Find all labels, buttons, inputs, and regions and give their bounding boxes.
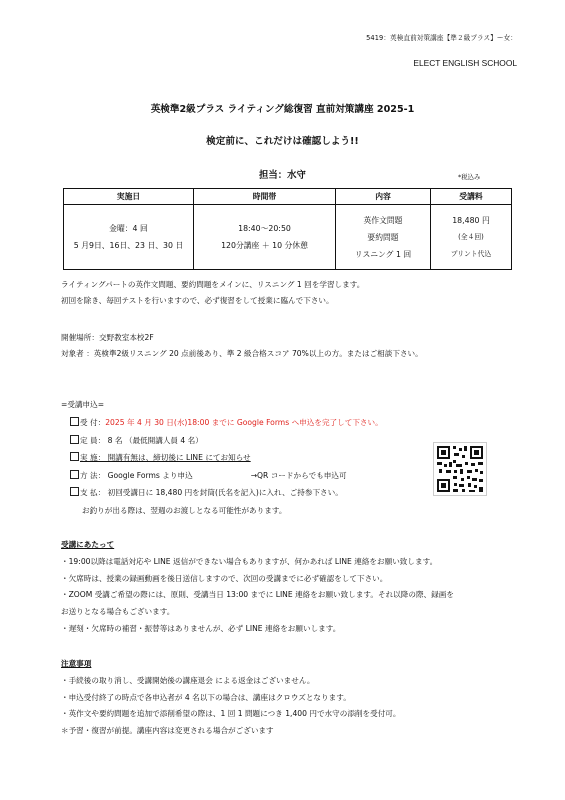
- note-item: ・19:00以降は電話対応や LINE 返信ができない場合もありますが、何かあれば LINE 連絡をお願い致します。: [61, 556, 438, 566]
- fee-amount: 18,480 円: [452, 215, 490, 225]
- checkbox-icon: [70, 470, 79, 479]
- note-item: ・欠席時は、授業の録画動画を後日送信しますので、次回の受講までに必ず確認をして下さい。: [61, 573, 388, 583]
- checkbox-icon: [70, 487, 79, 496]
- capacity-text: 定 員： 8 名 （最低開講人員 4 名）: [80, 435, 203, 445]
- caution-item: ＊予習・復習が前提。講座内容は変更される場合がございます: [61, 726, 274, 736]
- note-item: ・ZOOM 受講ご希望の際には、原則、受講当日 13:00 までに LINE 連絡をお願い致します。それ以降の際、録画を: [61, 590, 454, 600]
- payment-note: お釣りが出る際は、翌週のお渡しとなる可能性があります。: [82, 505, 287, 515]
- apply-deadline-row: [70, 414, 383, 432]
- page-title: 英検準2級プラス ライティング総復習 直前対策講座 2025-1: [150, 104, 415, 115]
- header-fee: 受講料: [431, 189, 512, 205]
- content-3: リスニング 1 回: [354, 249, 412, 259]
- method-text: 方 法： Google Forms より申込: [80, 470, 193, 480]
- teacher-label: 担当：水守: [259, 170, 306, 181]
- content-2: 要約問題: [367, 232, 399, 242]
- note-item: ・遅刻・欠席時の補習・振替等はありませんが、必ず LINE 連絡をお願いします。: [61, 623, 341, 633]
- time-detail: 120分講座 ＋ 10 分休憩: [221, 241, 308, 250]
- intro-line: ライティングパートの英作文問題、要約問題をメインに、リスニング 1 回を学習します。: [61, 280, 365, 289]
- header-time: 時間帯: [194, 189, 336, 205]
- document-id: 5419：英検直前対策講座【準２級プラス】ー女：: [366, 34, 517, 42]
- schedule-table: [63, 188, 512, 270]
- cell-content: [336, 205, 431, 270]
- cell-fee: [431, 205, 512, 270]
- caution-item: ・申込受付終了の時点で各申込者が 4 名以下の場合は、講座はクロウズとなります。: [61, 692, 351, 702]
- checkbox-icon: [70, 435, 79, 444]
- fee-sessions: (全４回): [458, 232, 484, 241]
- notes-heading: 受講にあたって: [61, 540, 115, 549]
- apply-capacity-row: [70, 432, 383, 450]
- deadline-text: 2025 年 4 月 30 日(水)18:00 までに Google Forms へ申込を完了して下さい。: [105, 418, 383, 427]
- venue-block: [61, 330, 423, 362]
- cell-date: [64, 205, 194, 270]
- table-header-row: [64, 189, 512, 205]
- time-range: 18:40～20:50: [238, 224, 291, 233]
- method-qr-text: →QR コードからでも申込可: [250, 470, 347, 480]
- content-1: 英作文問題: [363, 215, 403, 225]
- note-item: お送りとなる場合もございます。: [61, 607, 175, 617]
- cell-time: [194, 205, 336, 270]
- caution-item: ・手続後の取り消し、受講開始後の講座退会 による返金はございません。: [61, 675, 315, 685]
- apply-held-row: [70, 449, 383, 467]
- venue-target: 対象者 ：英検準2級リスニング 20 点前後あり、準 2 級合格スコア 70%以上の方。またはご相談下さい。: [61, 349, 423, 358]
- apply-block: [70, 414, 383, 519]
- header-date: 実施日: [64, 189, 194, 205]
- table-row: [64, 205, 512, 270]
- held-text: 実 施： 開講有無は、締切後に LINE にてお知らせ: [80, 453, 251, 462]
- apply-heading: =受講申込=: [61, 400, 105, 409]
- venue-place: 開催場所：交野教室本校2F: [61, 333, 154, 342]
- school-name: ELECT ENGLISH SCHOOL: [413, 58, 517, 68]
- checkbox-icon: [70, 452, 79, 461]
- checkbox-icon: [70, 417, 79, 426]
- apply-payment-row: [70, 484, 383, 502]
- payment-text: 支 払： 初回受講日に 18,480 円を封筒(氏名を記入)に入れ、ご持参下さい。: [80, 488, 343, 497]
- tax-note: *税込み: [458, 173, 481, 181]
- caution-heading: 注意事項: [61, 659, 92, 668]
- deadline-label: 受 付：: [80, 418, 106, 427]
- intro-text: [61, 277, 364, 309]
- qr-code-icon[interactable]: [433, 442, 487, 496]
- page-subtitle: 検定前に、これだけは確認しよう!!: [206, 136, 359, 147]
- apply-method-row: [70, 467, 383, 485]
- date-list: 5 月9日、16日、23 日、30 日: [73, 241, 184, 250]
- date-count: 金曜：4 回: [109, 224, 148, 233]
- fee-note: プリント代込: [450, 249, 492, 258]
- header-content: 内容: [336, 189, 431, 205]
- intro-line: 初回を除き、毎回テストを行いますので、必ず復習をして授業に臨んで下さい。: [61, 296, 334, 305]
- caution-section: [61, 656, 400, 740]
- notes-section: [61, 537, 454, 638]
- caution-item: ・英作文や要約問題を追加で添削希望の際は、1 回 1 問題につき 1,400 円で水守の添削を受付可。: [61, 709, 401, 719]
